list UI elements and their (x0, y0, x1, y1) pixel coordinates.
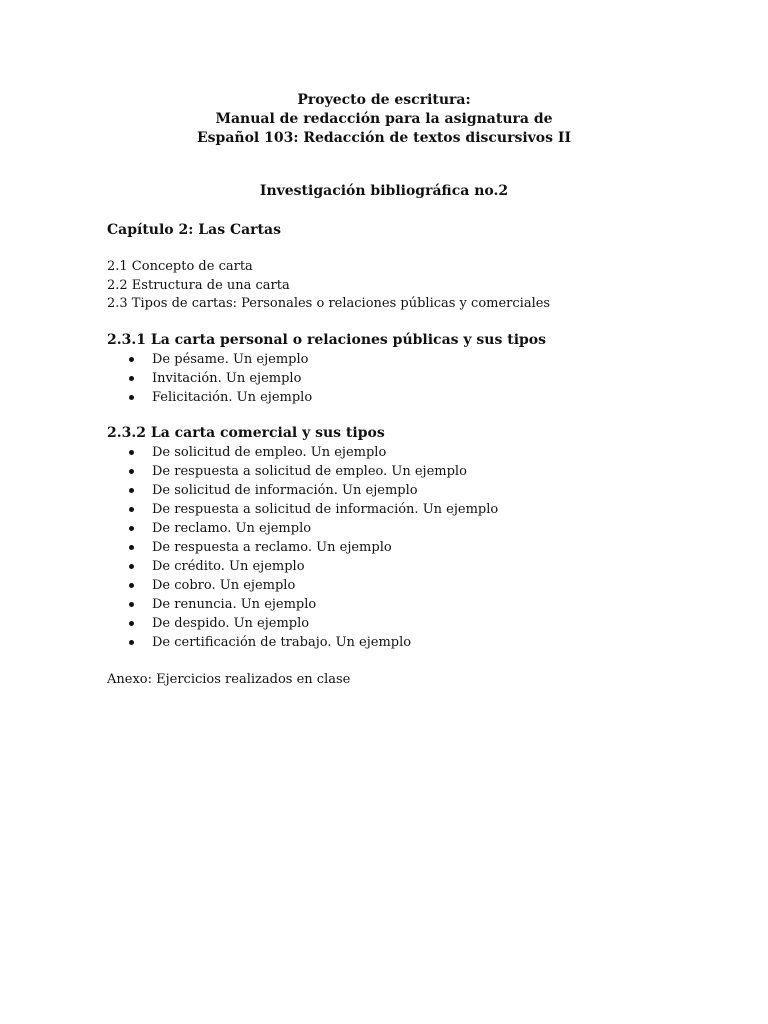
section-commercial-letters (107, 424, 498, 652)
list-item (107, 481, 498, 500)
bullet-icon (129, 526, 134, 531)
list-item-label: De solicitud de información. Un ejemplo (152, 483, 418, 498)
bullet-list (107, 443, 498, 652)
list-item (107, 462, 498, 481)
list-item (107, 576, 498, 595)
bullet-icon (129, 488, 134, 493)
list-item (107, 538, 498, 557)
section-heading: 2.3.2 La carta comercial y sus tipos (107, 425, 385, 441)
list-item-label: De cobro. Un ejemplo (152, 578, 296, 593)
list-item-label: De renuncia. Un ejemplo (152, 597, 317, 612)
table-of-contents (107, 258, 550, 314)
bullet-icon (129, 507, 134, 512)
bullet-icon (129, 583, 134, 588)
list-item (107, 443, 498, 462)
list-item (107, 350, 546, 369)
list-item (107, 557, 498, 576)
bullet-icon (129, 357, 134, 362)
list-item-label: Invitación. Un ejemplo (152, 371, 302, 386)
bullet-icon (129, 621, 134, 626)
list-item-label: De respuesta a reclamo. Un ejemplo (152, 540, 392, 555)
list-item-label: De pésame. Un ejemplo (152, 352, 309, 367)
bullet-icon (129, 564, 134, 569)
list-item (107, 614, 498, 633)
list-item (107, 519, 498, 538)
toc-item: 2.2 Estructura de una carta (107, 277, 290, 293)
list-item-label: De certificación de trabajo. Un ejemplo (152, 635, 412, 650)
toc-item: 2.3 Tipos de cartas: Personales o relaciones públicas y comerciales (107, 296, 551, 312)
list-item-label: De crédito. Un ejemplo (152, 559, 305, 574)
title-line-1: Proyecto de escritura: (297, 92, 471, 108)
list-item-label: De despido. Un ejemplo (152, 616, 310, 631)
title-line-3: Español 103: Redacción de textos discursivos II (197, 130, 571, 146)
bullet-list (107, 350, 546, 407)
bullet-icon (129, 602, 134, 607)
bullet-icon (129, 376, 134, 381)
bullet-icon (129, 469, 134, 474)
list-item (107, 500, 498, 519)
annex-line: Anexo: Ejercicios realizados en clase (107, 672, 351, 687)
title-line-2: Manual de redacción para la asignatura de (215, 111, 553, 127)
document-subtitle: Investigación bibliográfica no.2 (259, 183, 509, 199)
list-item-label: De respuesta a solicitud de empleo. Un ejemplo (152, 464, 467, 479)
list-item-label: De reclamo. Un ejemplo (152, 521, 312, 536)
list-item-label: De respuesta a solicitud de información. Un ejemplo (152, 502, 499, 517)
bullet-icon (129, 640, 134, 645)
bullet-icon (129, 545, 134, 550)
list-item-label: Felicitación. Un ejemplo (152, 390, 313, 405)
list-item-label: De solicitud de empleo. Un ejemplo (152, 445, 387, 460)
list-item (107, 369, 546, 388)
chapter-heading: Capítulo 2: Las Cartas (107, 222, 281, 238)
toc-item: 2.1 Concepto de carta (107, 259, 253, 274)
list-item (107, 633, 498, 652)
section-heading: 2.3.1 La carta personal o relaciones públicas y sus tipos (107, 332, 547, 348)
document-title (0, 91, 768, 148)
list-item (107, 388, 546, 407)
section-personal-letters (107, 331, 546, 407)
bullet-icon (129, 450, 134, 455)
list-item (107, 595, 498, 614)
bullet-icon (129, 395, 134, 400)
